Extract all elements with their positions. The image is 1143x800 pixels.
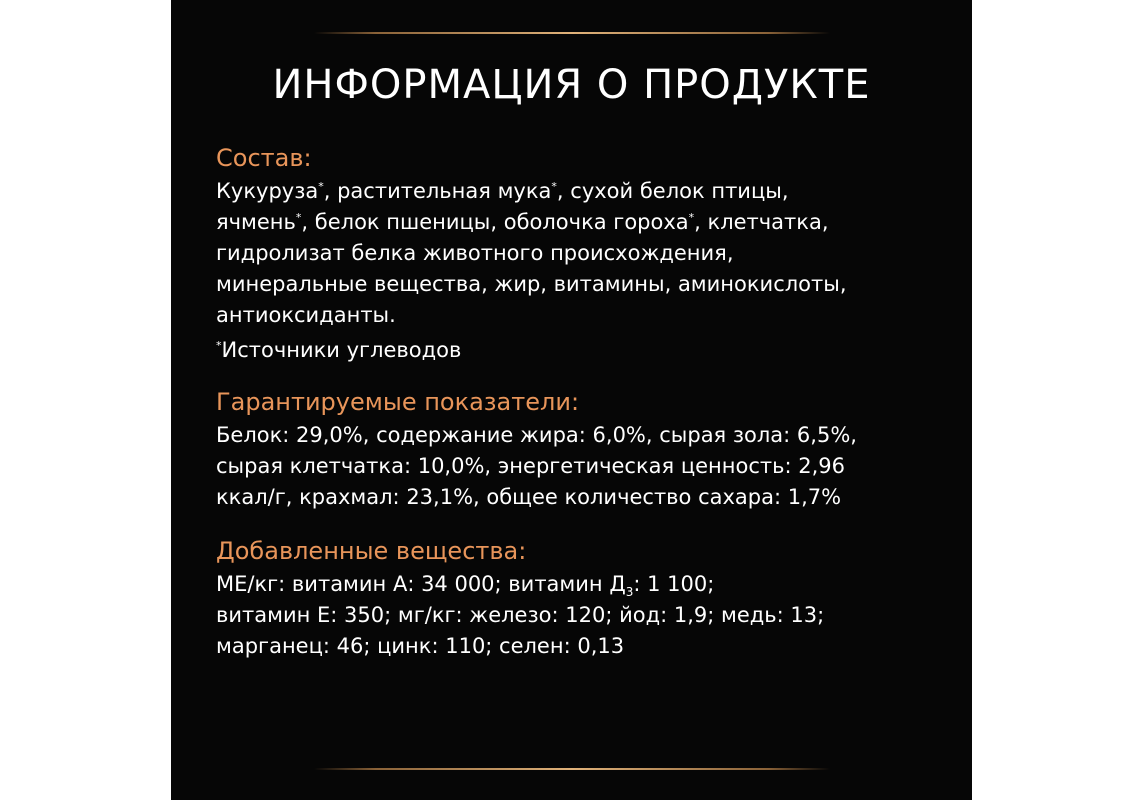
composition-text: [216, 176, 956, 331]
additives-text: [216, 569, 956, 662]
top-divider: [314, 32, 830, 34]
additives-line: марганец: 46; цинк: 110; селен: 0,13: [216, 634, 625, 658]
composition-line: минеральные вещества, жир, витамины, аминокислоты,: [216, 272, 847, 296]
carbohydrate-note: *Источники углеводов: [216, 338, 462, 362]
additives-section: [216, 533, 956, 662]
guaranteed-section: [216, 384, 956, 513]
product-info-panel: [171, 0, 972, 800]
guaranteed-line: Белок: 29,0%, содержание жира: 6,0%, сырая зола: 6,5%,: [216, 423, 857, 447]
composition-line: гидролизат белка животного происхождения,: [216, 241, 734, 265]
guaranteed-line: сырая клетчатка: 10,0%, энергетическая ценность: 2,96: [216, 454, 846, 478]
additives-heading: Добавленные вещества:: [216, 537, 527, 565]
bottom-divider: [314, 768, 830, 770]
composition-line: Кукуруза*, растительная мука*, сухой белок птицы,: [216, 179, 789, 203]
guaranteed-text: [216, 420, 956, 513]
additives-line: МЕ/кг: витамин А: 34 000; витамин $Д_3$: 1 100;: [216, 572, 715, 599]
additives-line: витамин Е: 350; мг/кг: железо: 120; йод: 1,9; медь: 13;: [216, 603, 825, 627]
page-title: ИНФОРМАЦИЯ О ПРОДУКТЕ: [272, 62, 871, 108]
composition-line: ячмень*, белок пшеницы, оболочка гороха*, клетчатка,: [216, 210, 829, 234]
composition-section: [216, 140, 956, 366]
composition-line: антиоксиданты.: [216, 303, 396, 327]
guaranteed-line: ккал/г, крахмал: 23,1%, общее количество сахара: 1,7%: [216, 485, 842, 509]
content: [216, 140, 956, 662]
guaranteed-heading: Гарантируемые показатели:: [216, 388, 580, 416]
composition-heading: Состав:: [216, 144, 312, 172]
